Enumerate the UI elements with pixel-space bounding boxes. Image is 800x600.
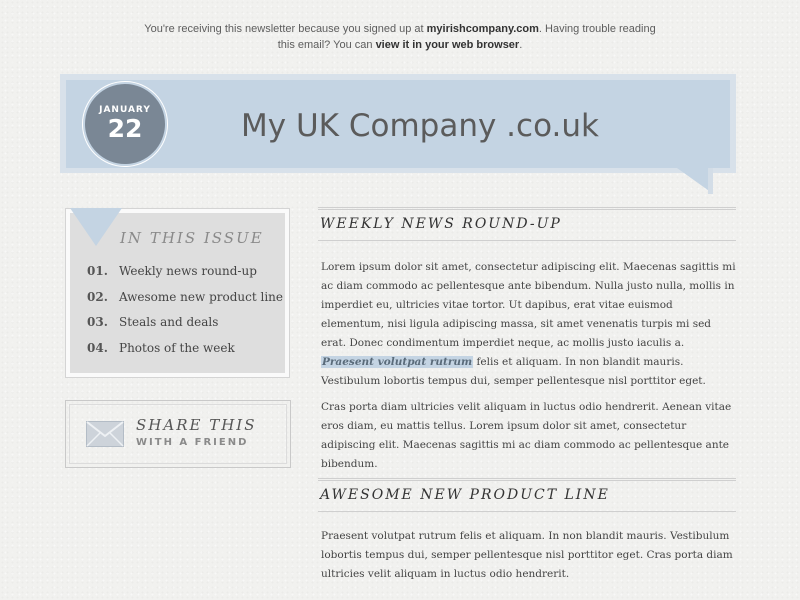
news-text: Lorem ipsum dolor sit amet, consectetur adipiscing elit. Maecenas sagittis mi ac diam commodo ac pellentesque ante bibendum. Nulla justo nulla, mollis in imperdiet eu, ultricies vitae tortor. Ut dapibus, erat vitae euismod elementum, nisi ligula adipiscing massa, sit amet venenatis turpis mi sed erat. Donec condimentum imperdiet neque, ac mollis justo iaculis a.: [321, 261, 736, 349]
envelope-icon: [86, 421, 124, 447]
banner-tail-edge: [708, 168, 713, 194]
issue-item[interactable]: [87, 341, 283, 367]
section-title-news: WEEKLY NEWS ROUND-UP: [320, 216, 562, 232]
issue-number: 01.: [87, 264, 108, 278]
issue-number: 04.: [87, 340, 108, 355]
issue-item[interactable]: [87, 290, 283, 316]
web-browser-link[interactable]: view it in your web browser: [375, 39, 520, 51]
issue-label: Photos of the week: [119, 340, 235, 355]
share-title: SHARE THIS: [136, 416, 257, 434]
issue-item[interactable]: [87, 264, 283, 290]
issue-label: Weekly news round-up: [119, 264, 257, 278]
issue-number: 03.: [87, 315, 108, 329]
issue-label: Awesome new product line: [119, 289, 284, 304]
issue-number: 02.: [87, 289, 108, 304]
preheader-text: . Having trouble reading this email? You can: [277, 23, 656, 51]
in-this-issue-title: IN THIS ISSUE: [120, 229, 264, 247]
issue-label: Steals and deals: [119, 315, 219, 329]
down-arrow-icon: [70, 208, 122, 246]
preheader-text: .: [519, 39, 523, 51]
section-divider: [318, 511, 736, 512]
news-paragraph-2: Cras porta diam ultricies velit aliquam in luctus odio hendrerit. Aenean vitae eros diam, eu mattis tellus. Lorem ipsum dolor sit amet, consectetur adipiscing elit. Maecenas sagittis mi ac diam commodo ac pellentesque ante bibendum.: [321, 401, 732, 470]
issue-list: [87, 264, 283, 366]
date-day: 22: [107, 114, 143, 143]
section-divider: [318, 240, 736, 241]
news-text: felis et aliquam. In non blandit mauris. Vestibulum lobortis tempus dui, semper pellentesque nisl porttitor eget.: [321, 356, 706, 387]
news-paragraph-1: [321, 258, 737, 391]
date-badge: [85, 84, 165, 164]
highlighted-text: Praesent volutpat rutrum: [322, 356, 473, 368]
section-divider-top: [318, 207, 736, 210]
issue-item[interactable]: [87, 315, 283, 341]
banner-tail: [677, 168, 712, 193]
date-month: JANUARY: [99, 105, 151, 115]
preheader: [140, 21, 660, 53]
section-divider-top: [318, 478, 736, 481]
share-subtitle: WITH A FRIEND: [136, 437, 249, 448]
preheader-text: You're receiving this newsletter because you signed up at: [144, 23, 427, 35]
company-name: My UK Company .co.uk: [241, 108, 599, 144]
site-link[interactable]: myirishcompany.com: [426, 23, 539, 35]
section-title-product: AWESOME NEW PRODUCT LINE: [320, 487, 610, 503]
product-paragraph-1: Praesent volutpat rutrum felis et aliquam. In non blandit mauris. Vestibulum lobortis tempus dui, semper pellentesque nisl porttitor eget. Cras porta diam ultricies velit aliquam in luctus odio hendrerit.: [321, 530, 733, 580]
